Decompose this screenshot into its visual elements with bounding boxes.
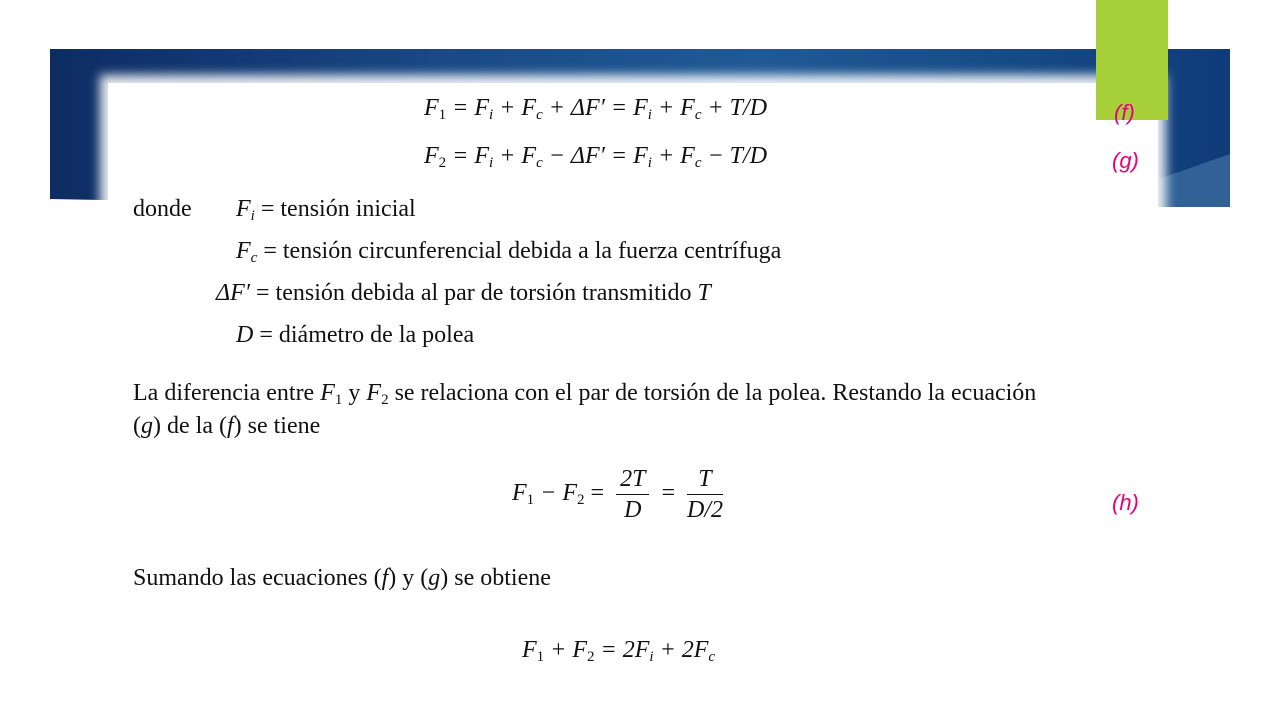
paragraph-1-line-1: La diferencia entre $F_1$ y $F_2$ se relaciona con el par de torsión de la polea. Restando la ecuación [133,380,1037,408]
definition-fi: $F_i$ = tensión inicial [236,196,416,224]
definitions-donde: donde [133,196,192,222]
fraction-2t-over-d: $\frac{2T}{D}$ [616,464,649,525]
equation-g: $F_2 = F_i + F_c - \Delta F' = F_i + F_c - T/D$ [424,143,768,171]
definition-d: D = diámetro de la polea [236,322,475,348]
equation-h: $F_1 - F_2$ = $\frac{2T}{D}$ = $\frac{T}{D/2}$ [512,466,723,523]
equation-number-g: (g) [1112,148,1139,173]
paragraph-2: Sumando las ecuaciones (f) y (g) se obtiene [133,565,551,591]
equation-number-h: (h) [1112,490,1139,515]
equation-f: $F_1 = F_i + F_c + \Delta F' = F_i + F_c + T/D$ [424,95,768,123]
equation-number-f: (f) [1114,100,1135,125]
fraction-t-over-d-half: $\frac{T}{D/2}$ [686,466,723,523]
definition-fc: $F_c$ = tensión circunferencial debida a la fuerza centrífuga [236,238,782,266]
equation-sum: $F_1 + F_2 = 2F_i + 2F_c$ [522,637,716,665]
definition-delta-f: ΔF′ = tensión debida al par de torsión transmitido T [216,280,711,306]
paragraph-1-line-2: (g) de la (f) se tiene [133,413,321,439]
